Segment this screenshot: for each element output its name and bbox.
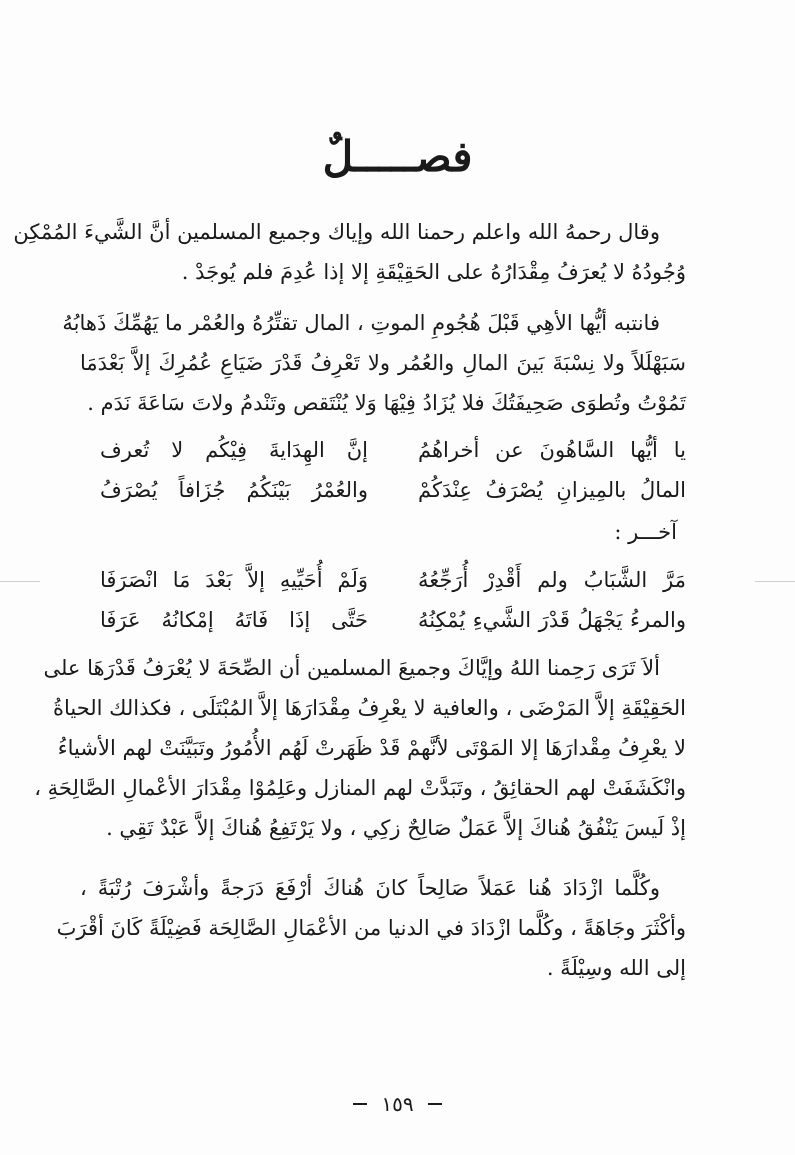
section-heading-text: فصـــــلٌ xyxy=(322,132,473,181)
paragraph-2 xyxy=(62,303,686,423)
paragraph-line: وُجُودُهُ لا يُعرَفُ مِقْدَارُهُ على الحَقِيْقَةِ إلا إذا عُدِمَ فلم يُوجَدْ . xyxy=(181,260,686,284)
section-heading xyxy=(0,132,795,181)
poem-verse xyxy=(100,470,686,510)
poem-verse xyxy=(100,560,686,600)
paragraph-line: فانتبه أيُّها الأهِي قَبْلَ هُجُومِ الموتِ ، المال تقتِّرُهُ والعُمْر ما يَهُمِّكَ ذَهابُهُ xyxy=(62,311,660,335)
poem-verse xyxy=(100,600,686,640)
paragraph-line: وقال رحمهُ الله واعلم رحمنا الله وإياك وجميع المسلمين أنَّ الشَّيءَ المُمْكِن xyxy=(13,220,660,244)
scan-edge-mark xyxy=(0,581,40,582)
paragraph-line: إلى الله وسِيْلَةً . xyxy=(546,956,686,980)
verse-second-hemistich: إنَّ الهِدَايةَ فِيْكُم لا تُعرف xyxy=(100,438,368,462)
paragraph-3 xyxy=(34,648,686,848)
paragraph-line: الحَقِيْقَةِ إلاَّ المَرْضَى ، والعافية لا يعْرِفُ مِقْدَارَهَا إلاَّ المُبْتَلَى ، فكذالك الحياةُ xyxy=(52,696,686,720)
verse-second-hemistich: والعُمْرُ بَيْنَكُمُ جُزَافاً يُصْرَفُ xyxy=(100,478,368,502)
verse-first-hemistich: والمرءُ يَجْهَلُ قَدْرَ الشَّيءِ يُمْكِنُهُ xyxy=(418,608,686,632)
paragraph-1 xyxy=(13,212,686,292)
verse-first-hemistich: المالُ بالمِيزانِ يُصْرَفُ عِنْدَكُمْ xyxy=(418,478,686,502)
paragraph-line: وانْكَشَفَتْ لهم الحقائِقُ ، وتَبَدَّتْ لهم المنازل وعَلِمُوْا مِقْدَارَ الأعْمالِ الصَّالِحَةِ ، xyxy=(34,776,686,800)
paragraph-line: وأكْثَرَ وجَاهَةً ، وكُلَّما ازْدَادَ في الدنيا من الأعْمَالِ الصَّالِحَة فَضِيْلَةً كَانَ أقْرَبَ xyxy=(56,916,686,940)
page-number xyxy=(0,1092,795,1116)
another-poem-label: آخـــر : xyxy=(614,520,677,544)
paragraph-line: لا يعْرِفُ مِقْدارَهَا إلا المَوْتَى لأنَّهمْ قَدْ ظَهَرتْ لَهُم الأُمُورُ وتَبَيَّنَتْ لهم الأشياءُ xyxy=(57,736,686,760)
paragraph-line: تَمُوْتُ وتُطوَى صَحِيفَتُكَ فلا يُزَادُ فِيْهَا وَلا يُنْتَقص وتَنْدمُ ولاتَ سَاعَةَ نَدَم . xyxy=(87,391,686,415)
paragraph-line: ألاَ تَرَى رَحِمنا اللهُ وإيَّاكَ وجميعَ المسلمين أن الصِّحَةَ لا يُعْرَفُ قَدْرَهَا على xyxy=(43,656,660,680)
scan-edge-mark xyxy=(755,581,795,582)
paragraph-line: وكُلَّما ازْدَادَ هُنا عَمَلاً صَالِحاً كانَ هُناكَ أرْفَعَ دَرَجةً وأشْرَفَ رُتْبَةً ، xyxy=(80,876,660,900)
page-number-dash xyxy=(428,1103,442,1105)
paragraph-line: سَبَهْلَلاً ولا نِسْبَةَ بَينَ المالِ والعُمُر ولا تَعْرِفُ قَدْرَ ضَيَاعِ عُمُرِكَ إلاَّ بَعْدَمَا xyxy=(80,351,686,375)
verse-second-hemistich: وَلَمْ أُحَيِّيهِ إلاَّ بَعْدَ مَا انْصَرَفَا xyxy=(100,568,368,592)
paragraph-line: إذْ لَيسَ يَنْفُقُ هُناكَ إلاَّ عَمَلٌ صَالِحٌ زكِي ، ولا يَرْتَفِعُ هُناكَ إلاَّ عَبْدٌ تَقِي . xyxy=(106,816,686,840)
page-number-text: ١٥٩ xyxy=(381,1092,414,1116)
poem-verses-2 xyxy=(100,560,686,640)
paragraph-4 xyxy=(56,868,686,988)
verse-second-hemistich: حَتَّى إذَا فَاتَهُ إمْكانُهُ عَرَفَا xyxy=(100,608,368,632)
verse-first-hemistich: مَرَّ الشَّبَابُ ولم أَقْدِرْ أُرَجِّعُهُ xyxy=(418,568,686,592)
poem-verse xyxy=(100,430,686,470)
poem-verses-1 xyxy=(100,430,686,510)
verse-first-hemistich: يا أيُّها السَّاهُونَ عن أخراهُمُ xyxy=(418,438,686,462)
page-number-dash xyxy=(353,1103,367,1105)
